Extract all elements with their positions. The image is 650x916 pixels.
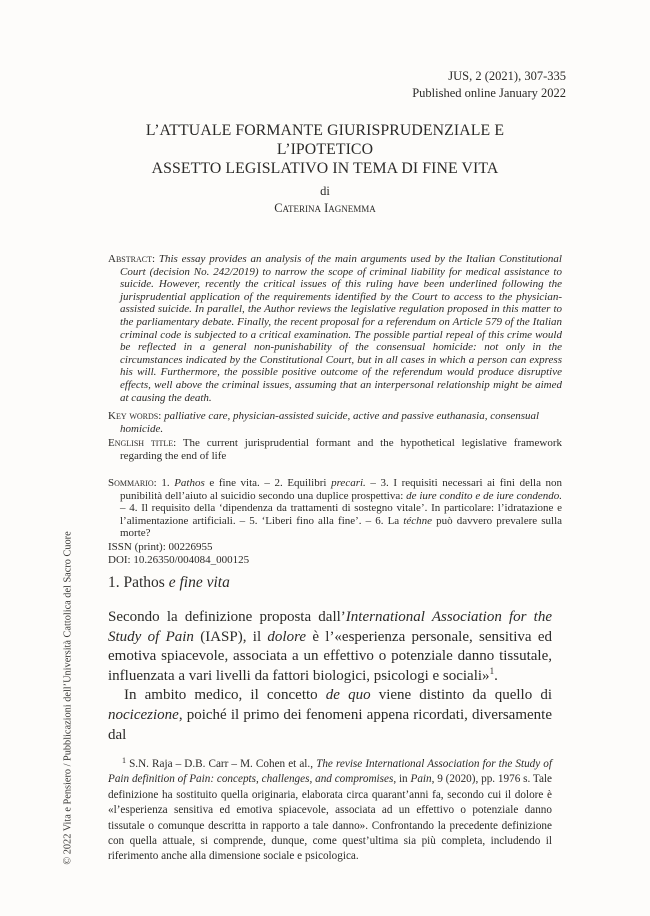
article-title — [100, 121, 550, 178]
text-run: The revise International Association for the Study of Pain definition of Pain: concepts, challenges, and compromises — [108, 758, 553, 786]
table-of-contents — [108, 477, 562, 540]
issn: ISSN (print): 00226955 — [108, 541, 213, 553]
summary-text: – 4. Il requisito della ‘dipendenza da trattamenti di sostegno vitale’. In particolare: l’idratazione e l’alimentazione artificiali. – 5. ‘Liberi fino alla fine’. – 6. La — [120, 502, 562, 527]
summary-text: precari. — [331, 477, 366, 489]
by-word: di — [320, 184, 330, 198]
article-title-line-2: ASSETTO LEGISLATIVO IN TEMA DI FINE VITA — [151, 160, 499, 177]
summary-text: e fine vita. – 2. Equilibri — [209, 477, 327, 489]
text-run: International Association for the Study of Pain — [108, 609, 553, 645]
journal-reference — [412, 68, 566, 102]
text-run: de quo — [325, 687, 371, 704]
text-run: In ambito medico, il concetto — [124, 687, 326, 704]
summary-text: 1. — [161, 477, 170, 489]
text-run: viene distinto da quello di — [370, 687, 552, 704]
summary-text: – 3. I requisiti necessari ai fini della non punibilità dell’aiuto al suicidio secondo una duplice prospettiva: — [120, 477, 563, 502]
english-title — [108, 437, 562, 462]
text-run: , 9 (2020), pp. 1976 s. Tale definizione ha sostituito quella originaria, elaborata circa quarant’anni fa, secondo cui il dolore è «l’esperienza sensitiva ed emotiva spiacevole, associata ad un effettivo o potenziale danno tissutale o comunque descritta in rapporto a tale danno». Confrontando la precedente definizione con quella attuale, si comprende, dunque, come quest’ultima sia più completa, includendo il riferimento anche alla dimensione sociale e psicologica. — [108, 773, 552, 863]
summary-text: de iure condito e de iure condendo. — [406, 489, 563, 502]
text-run: dolore — [267, 628, 307, 645]
body-text — [108, 608, 552, 745]
article-title-line-1: L’ATTUALE FORMANTE GIURISPRUDENZIALE E L’IPOTETICO — [145, 122, 505, 158]
text-run: Pain — [410, 773, 432, 786]
text-run: è l’«esperienza personale, sensitiva ed emotiva spiacevole, associata a un effettivo o potenziale danno tissutale, influenzata a vari livelli da fattori biologici, psicologi e sociali» — [108, 628, 552, 684]
journal-citation: JUS, 2 (2021), 307-335 — [448, 69, 566, 83]
doi: DOI: 10.26350/004084_000125 — [108, 554, 250, 566]
copyright-sidebar: © 2022 Vita e Pensiero / Pubblicazioni dell’Università Cattolica del Sacro Cuore — [62, 531, 74, 865]
section-heading — [108, 574, 230, 592]
section-title: e fine vita — [168, 574, 230, 591]
text-run: (IASP), il — [193, 628, 268, 645]
publication-date: Published online January 2022 — [412, 86, 566, 100]
keywords-label: Key words: — [108, 410, 162, 422]
footnote-number: 1 — [122, 756, 126, 765]
text-run: . — [494, 667, 498, 684]
abstract-text: This essay provides an analysis of the main arguments used by the Italian Constitutional Court (decision No. 242/2019) to narrow the scope of criminal liability for medical assistance to suicide. However, recently the critical issues of this ruling have been underlined following the jurisprudential application of the requirements identified by the Court to access to the physician-assisted suicide. In parallel, the Author reviews the legislative regulation proposed in this matter to the parliamentary debate. Finally, the recent proposal for a referendum on Article 579 of the Italian criminal code is subjected to a critical examination. The possible partial repeal of this crime would be reflected in a general non-punishability of the consensual homicide: not only in the circumstances indicated by the Constitutional Court, but in all cases in which a person can express his will. Furthermore, the possible positive outcome of the referendum would produce disruptive effects, well above the criminal issues, assuming that an interpersonal relationship might be aimed at causing the death. — [120, 253, 562, 404]
keywords-text: palliative care, physician-assisted suicide, active and passive euthanasia, consensual homicide. — [120, 410, 540, 435]
summary-text: téchne — [403, 514, 432, 527]
keywords — [108, 410, 562, 435]
summary-text: può davvero prevalere sulla morte? — [120, 514, 563, 540]
section-number: 1. Pathos — [108, 574, 165, 591]
summary-label: Sommario: — [108, 477, 157, 489]
footnote — [108, 753, 552, 865]
summary-text: Pathos — [174, 477, 205, 489]
text-run: S.N. Raja – D.B. Carr – M. Cohen et al., — [126, 758, 317, 770]
abstract-label: Abstract: — [108, 253, 156, 265]
abstract — [108, 253, 562, 404]
footnote-reference[interactable]: 1 — [489, 665, 495, 676]
author-name: Caterina Iagnemma — [274, 201, 376, 215]
text-run: Secondo la definizione proposta dall’ — [108, 609, 346, 625]
footnote-text — [108, 753, 552, 865]
paragraph — [108, 608, 552, 686]
text-run: , in — [393, 773, 411, 786]
text-run: nocicezione — [108, 706, 179, 723]
english-title-label: English title: — [108, 437, 177, 449]
text-run: , poiché il primo dei fenomeni appena ricordati, diversamente dal — [108, 706, 552, 743]
english-title-text: The current jurisprudential formant and the hypothetical legislative framework regarding the end of life — [120, 437, 562, 462]
paragraph — [108, 686, 552, 745]
